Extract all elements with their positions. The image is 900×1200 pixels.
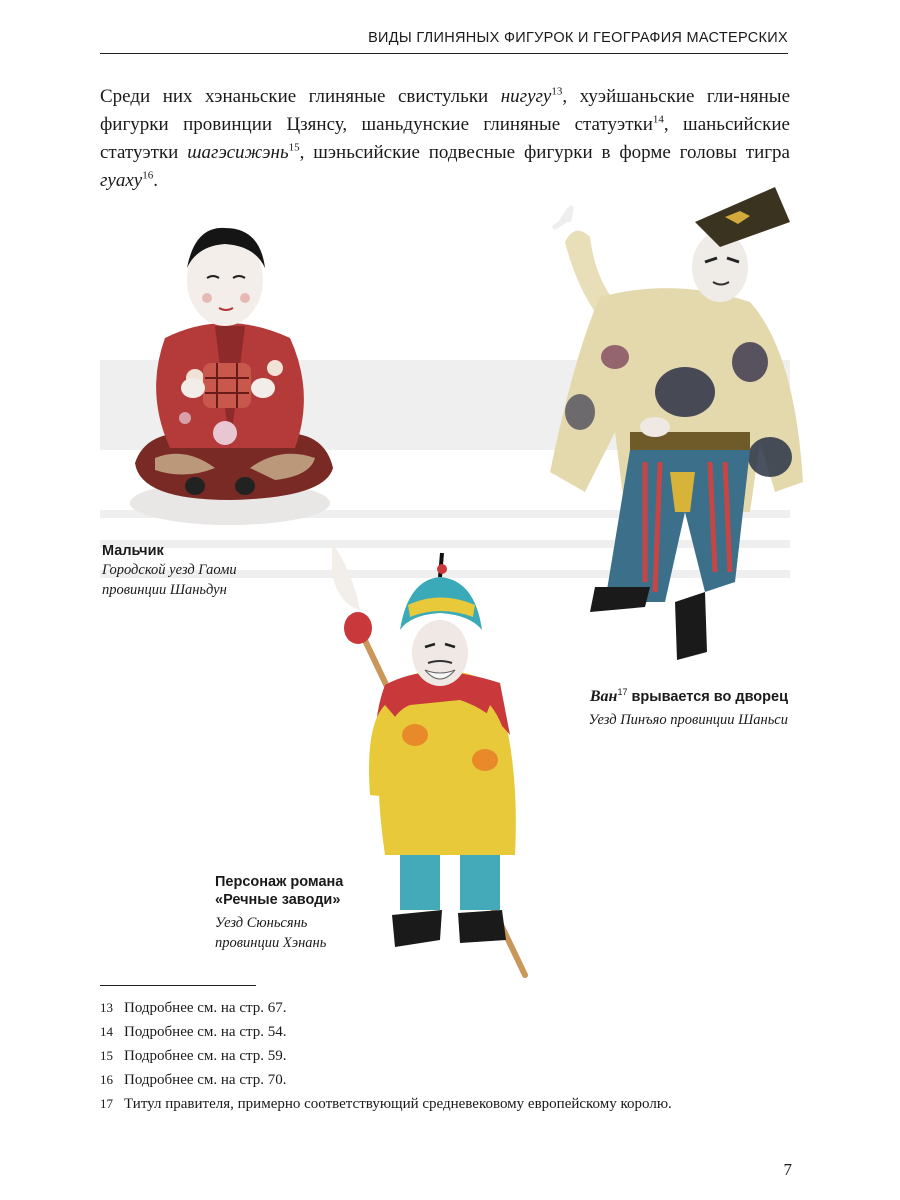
caption-hero-title-2: «Речные заводи» bbox=[215, 892, 341, 908]
footnote-number: 14 bbox=[100, 1024, 113, 1039]
footnote-ref-15[interactable]: 15 bbox=[288, 141, 300, 154]
footnote bbox=[100, 1044, 800, 1068]
term-shagesizhen: шагэсижэнь bbox=[187, 142, 289, 163]
footnote-divider bbox=[100, 985, 256, 986]
footnote-number: 13 bbox=[100, 1000, 113, 1015]
footnote-text: Титул правителя, примерно соответствующий средневековому европейскому королю. bbox=[124, 1096, 672, 1112]
footnote-number: 16 bbox=[100, 1072, 113, 1087]
caption-boy-title: Мальчик bbox=[102, 543, 164, 559]
footnote-ref-14[interactable]: 14 bbox=[652, 113, 664, 126]
term-wang: Ван bbox=[589, 687, 618, 705]
footnote-number: 17 bbox=[100, 1096, 113, 1111]
body-paragraph bbox=[100, 83, 790, 195]
figure-boy bbox=[125, 218, 340, 528]
body-text-1: Среди них хэнаньские глиняные свистульки bbox=[100, 86, 501, 107]
figure-wang bbox=[535, 182, 810, 672]
footnote bbox=[100, 996, 800, 1020]
term-nigugu: нигугу bbox=[500, 86, 552, 107]
caption-boy-line2: провинции Шаньдун bbox=[102, 582, 227, 598]
page-number: 7 bbox=[783, 1160, 792, 1179]
footnote bbox=[100, 1020, 800, 1044]
footnote-ref-17[interactable]: 17 bbox=[617, 687, 628, 697]
body-text-2: , хуэйшаньские гли-няные фигурки провинции Цзянсу, шаньдунские глиняные статуэтки bbox=[100, 86, 791, 135]
body-text-4: , шэньсийские подвесные фигурки в форме головы тигра bbox=[299, 142, 790, 163]
body-text-3: , шаньсийские статуэтки bbox=[100, 114, 790, 163]
footnote bbox=[100, 1092, 800, 1116]
caption-hero-line2: провинции Хэнань bbox=[215, 935, 327, 951]
caption-wang-sub: Уезд Пинъяо провинции Шаньси bbox=[588, 711, 788, 728]
footnote-ref-16[interactable]: 16 bbox=[142, 169, 154, 182]
caption-hero bbox=[215, 873, 395, 953]
footnote-ref-13[interactable]: 13 bbox=[551, 85, 563, 98]
caption-hero-line1: Уезд Сюньсянь bbox=[215, 915, 308, 931]
footnote-text: Подробнее см. на стр. 70. bbox=[124, 1072, 287, 1088]
footnote bbox=[100, 1068, 800, 1092]
wang-figurine-image bbox=[535, 182, 810, 672]
body-text-5: . bbox=[153, 170, 158, 191]
footnote-text: Подробнее см. на стр. 54. bbox=[124, 1024, 287, 1040]
caption-boy-line1: Городской уезд Гаоми bbox=[102, 562, 237, 578]
running-head: ВИДЫ ГЛИНЯНЫХ ФИГУРОК И ГЕОГРАФИЯ МАСТЕРСКИХ bbox=[100, 30, 788, 54]
footnote-number: 15 bbox=[100, 1048, 113, 1063]
caption-boy bbox=[102, 542, 302, 600]
boy-figurine-image bbox=[125, 218, 340, 528]
footnote-text: Подробнее см. на стр. 67. bbox=[124, 1000, 287, 1016]
term-guahu: гуаху bbox=[100, 170, 143, 191]
footnotes bbox=[100, 996, 800, 1116]
caption-hero-title-1: Персонаж романа bbox=[215, 874, 344, 890]
caption-wang-title-rest: врывается во дворец bbox=[627, 688, 788, 705]
footnote-text: Подробнее см. на стр. 59. bbox=[124, 1048, 287, 1064]
